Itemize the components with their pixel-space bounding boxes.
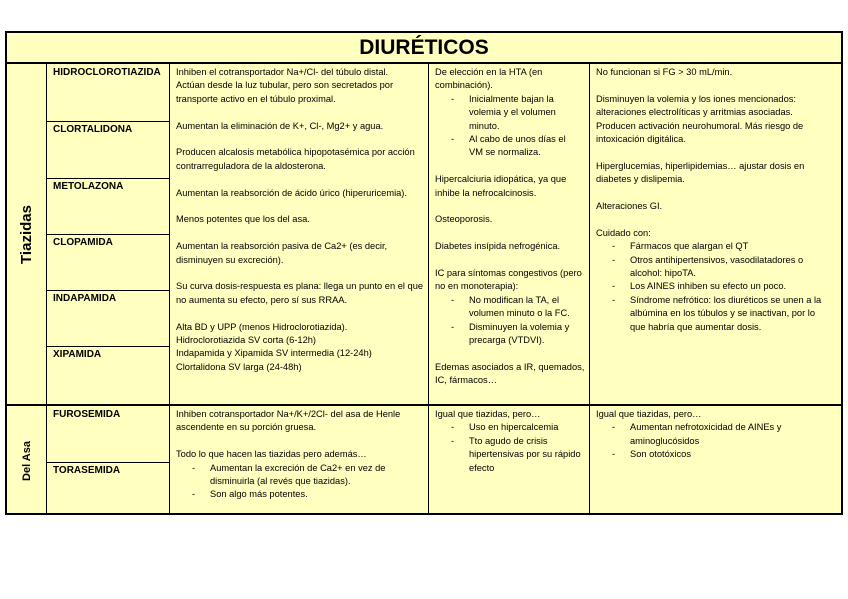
- text-line: Hiperglucemias, hiperlipidemias… ajustar dosis en diabetes y dislipemia.: [596, 160, 805, 185]
- spacer: [435, 200, 585, 213]
- text-line: Osteoporosis.: [435, 214, 493, 225]
- drug-torasemida: TORASEMIDA: [53, 465, 121, 476]
- text-line: Igual que tiazidas, pero…: [435, 409, 541, 419]
- spacer: [435, 227, 585, 240]
- text-line: Clortalidona SV larga (24-48h): [176, 361, 302, 372]
- drug-xipamida: XIPAMIDA: [53, 349, 102, 360]
- text-line: Edemas asociados a IR, quemados, IC, fármacos…: [435, 361, 585, 386]
- grid-vline: [169, 64, 170, 515]
- text-line: Inhiben cotransportador Na+/K+/2Cl- del asa de Henle ascendente en su porción gruesa.: [176, 409, 401, 433]
- bullet-list: [596, 240, 837, 334]
- bullet-item: - Uso en hipercalcemia: [435, 421, 585, 434]
- spacer: [596, 213, 837, 226]
- table-title: DIURÉTICOS: [7, 33, 841, 64]
- grid-hline: [46, 178, 169, 179]
- bullet-item: - Son ototóxicos: [596, 448, 837, 461]
- spacer: [176, 307, 424, 320]
- spacer: [176, 227, 424, 240]
- text-line: Aumentan la reabsorción de ácido úrico (hiperuricemia).: [176, 187, 407, 198]
- asa-efectos: [590, 406, 841, 515]
- bullet-item: - Son algo más potentes.: [176, 488, 424, 501]
- spacer: [596, 187, 837, 200]
- text-line: Disminuyen la volemia y los iones mencionados: alteraciones electrolíticas y arritmias asociadas.: [596, 93, 796, 118]
- grid-hline: [46, 234, 169, 235]
- grid-hline: [46, 346, 169, 347]
- text-line: Todo lo que hacen las tiazidas pero además…: [176, 449, 367, 460]
- group-label-tiazidas-text: Tiazidas: [18, 204, 36, 264]
- bullet-item: - Otros antihipertensivos, vasodilatadores o alcohol: hipoTA.: [596, 254, 837, 281]
- bullet-item: - Los AINES inhiben su efecto un poco.: [596, 280, 837, 293]
- bullet-item: - Tto agudo de crisis hipertensivas por su rápido efecto: [435, 435, 585, 475]
- diureticos-table: [5, 31, 843, 515]
- spacer: [176, 267, 424, 280]
- bullet-list: [435, 93, 585, 160]
- grid-hline: [46, 121, 169, 122]
- grid-hline: [46, 290, 169, 291]
- drug-metolazona: METOLAZONA: [53, 181, 124, 192]
- grid-vline: [589, 64, 590, 515]
- text-line: Igual que tiazidas, pero…: [596, 409, 702, 419]
- bullet-item: - Síndrome nefrótico: los diuréticos se unen a la albúmina en los túbulos y se inactivan, por lo que habría que aumentar dosis.: [596, 294, 837, 334]
- spacer: [176, 435, 424, 448]
- drug-clopamida: CLOPAMIDA: [53, 237, 113, 248]
- text-line: Hidroclorotiazida SV corta (6-12h): [176, 335, 317, 346]
- spacer: [435, 160, 585, 173]
- text-line: De elección en la HTA (en combinación).: [435, 67, 543, 91]
- drug-indapamida: INDAPAMIDA: [53, 293, 117, 304]
- bullet-list: [435, 294, 585, 348]
- bullet-item: - Aumentan nefrotoxicidad de AINEs y aminoglucósidos: [596, 421, 837, 448]
- text-line: Inhiben el cotransportador Na+/Cl- del túbulo distal.: [176, 67, 389, 77]
- text-line: Cuidado con:: [596, 227, 651, 238]
- tiazidas-efectos: [590, 64, 841, 404]
- drug-furosemida: FUROSEMIDA: [53, 409, 121, 420]
- group-label-asa: [7, 406, 46, 515]
- spacer: [176, 173, 424, 186]
- text-line: Menos potentes que los del asa.: [176, 214, 310, 225]
- text-line: Hipercalciuria idiopática, ya que inhibe la nefrocalcinosis.: [435, 174, 567, 198]
- bullet-item: - Inicialmente bajan la volemia y el volumen minuto.: [435, 93, 585, 133]
- text-line: Actúan desde la luz tubular, pero son secretados por transporte activo en el túbulo proximal.: [176, 80, 394, 104]
- drug-hidroclorotiazida: HIDROCLOROTIAZIDA: [53, 67, 161, 78]
- bullet-list: [435, 421, 585, 475]
- bullet-list: [596, 421, 837, 461]
- asa-indicaciones: [429, 406, 589, 515]
- grid-hline: [46, 462, 169, 463]
- text-line: Alteraciones GI.: [596, 201, 663, 212]
- text-line: Aumentan la reabsorción pasiva de Ca2+ (es decir, disminuyen su excreción).: [176, 241, 388, 265]
- bullet-item: - No modifican la TA, el volumen minuto o la FC.: [435, 294, 585, 321]
- text-line: Indapamida y Xipamida SV intermedia (12-24h): [176, 348, 372, 359]
- bullet-item: - Aumentan la excreción de Ca2+ en vez de disminuirla (al revés que tiazidas).: [176, 462, 424, 489]
- bullet-item: - Al cabo de unos días el VM se normaliza.: [435, 133, 585, 160]
- spacer: [176, 133, 424, 146]
- text-line: Producen alcalosis metabólica hipopotasémica por acción contrarreguladora de la aldosterona.: [176, 147, 415, 171]
- text-line: Producen activación neurohumoral. Más riesgo de intoxicación digitálica.: [596, 120, 804, 145]
- spacer: [176, 106, 424, 119]
- tiazidas-indicaciones: [429, 64, 589, 404]
- spacer: [176, 200, 424, 213]
- text-line: Alta BD y UPP (menos Hidroclorotiazida).: [176, 321, 348, 332]
- spacer: [435, 347, 585, 360]
- spacer: [596, 79, 837, 92]
- asa-mecanismo: [170, 406, 428, 515]
- spacer: [596, 146, 837, 159]
- tiazidas-mecanismo: [170, 64, 428, 404]
- text-line: Aumentan la eliminación de K+, Cl-, Mg2+ y agua.: [176, 120, 384, 131]
- bullet-item: - Fármacos que alargan el QT: [596, 240, 837, 253]
- grid-vline: [428, 64, 429, 515]
- bullet-item: - Disminuyen la volemia y precarga (VTDVI).: [435, 321, 585, 348]
- spacer: [435, 254, 585, 267]
- group-label-asa-text: Del Asa: [20, 440, 33, 481]
- text-line: No funcionan si FG > 30 mL/min.: [596, 67, 733, 77]
- text-line: IC para síntomas congestivos (pero no en monoterapia):: [435, 268, 582, 292]
- text-line: Diabetes insípida nefrogénica.: [435, 241, 561, 252]
- drug-clortalidona: CLORTALIDONA: [53, 124, 133, 135]
- group-separator: [7, 404, 841, 406]
- bullet-list: [176, 462, 424, 502]
- text-line: Su curva dosis-respuesta es plana: llega un punto en el que no aumenta su efecto, pero sí sus RRAA.: [176, 281, 424, 305]
- group-label-tiazidas: [7, 64, 46, 404]
